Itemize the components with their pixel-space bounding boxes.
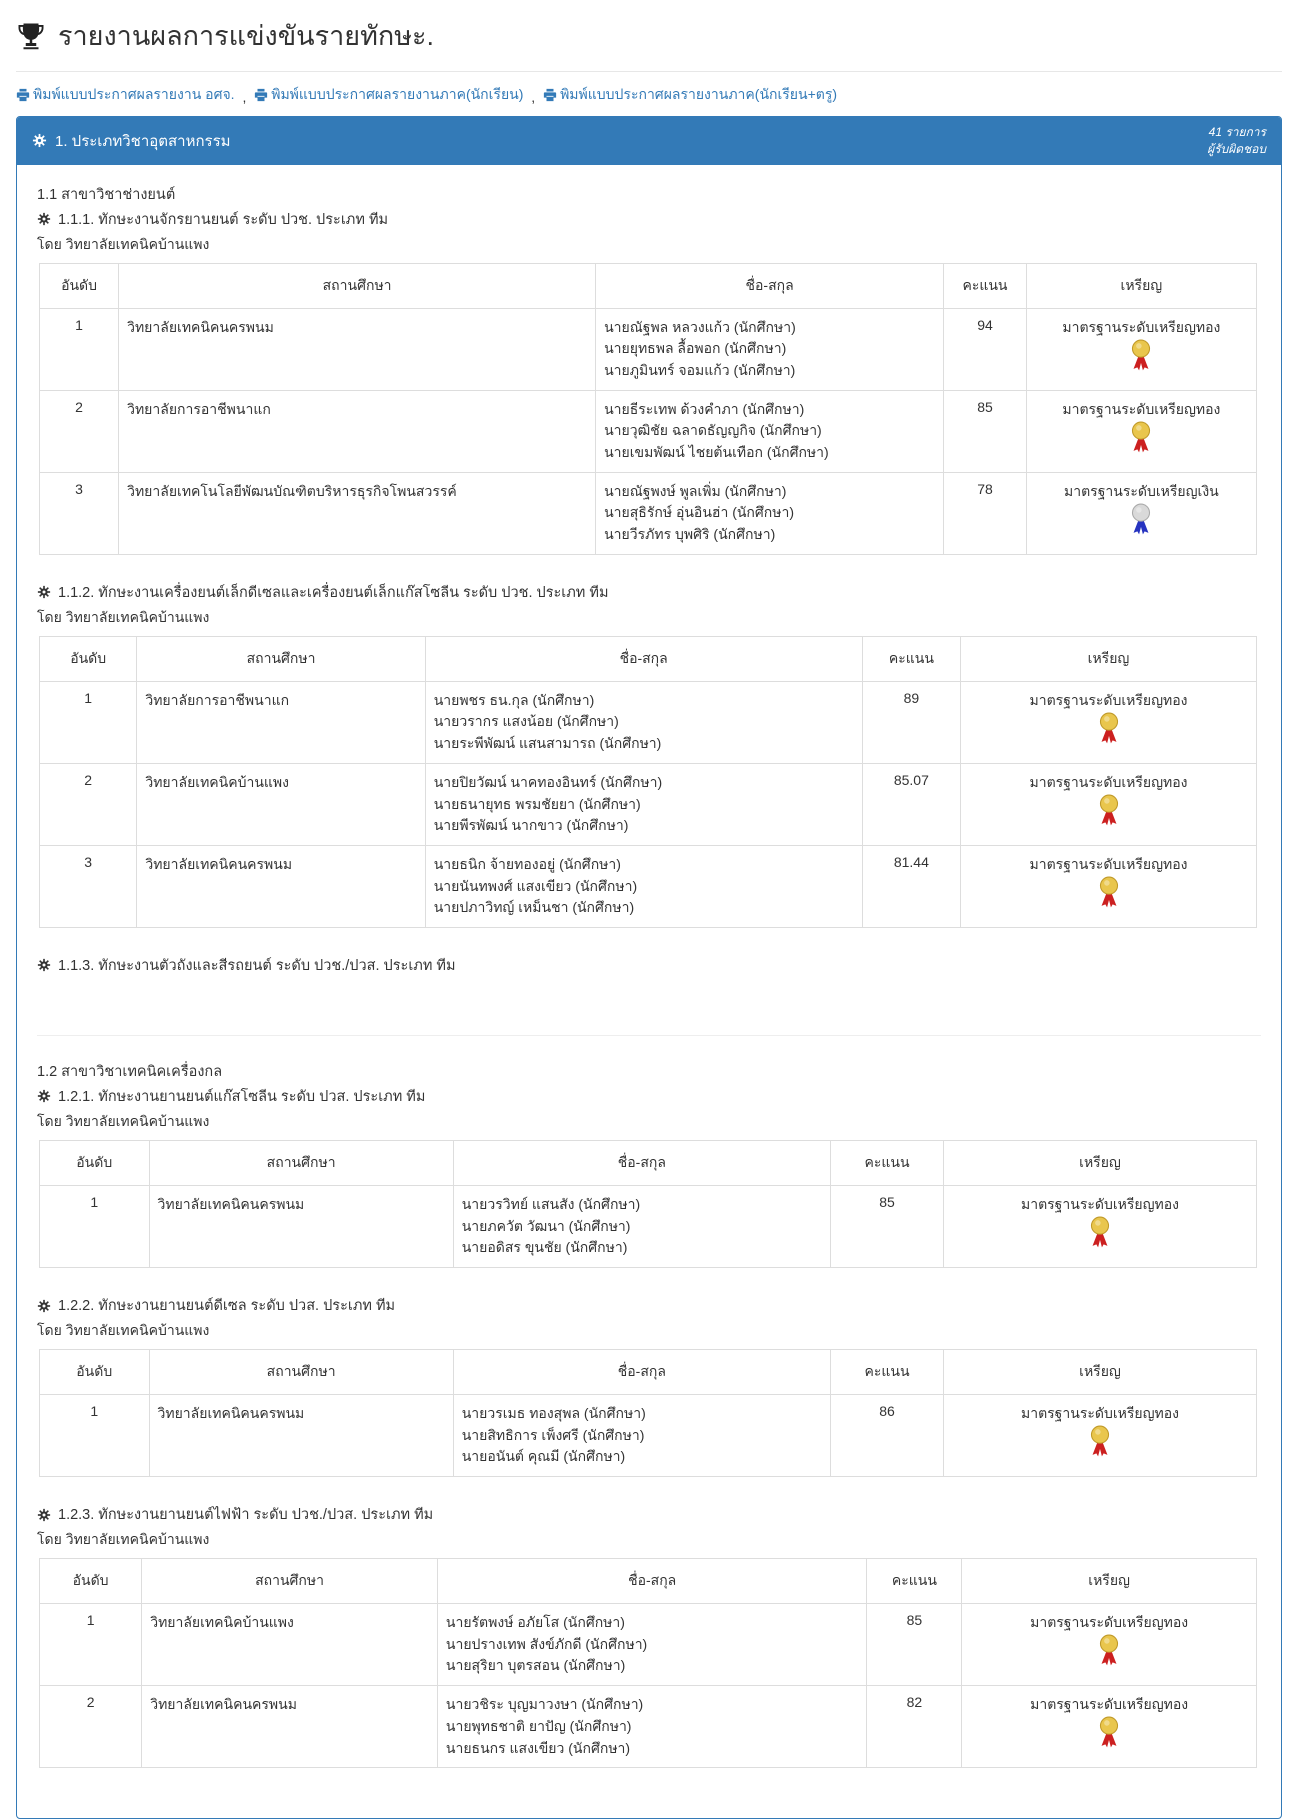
score-cell: 82 [867,1686,962,1768]
score-cell: 85.07 [862,763,961,845]
participant-name: นายนันทพงศ์ แสงเขียว (นักศึกษา) [433,877,638,894]
event-title [37,954,1261,977]
participant-name: นายวรวิทย์ แสนสัง (นักศึกษา) [461,1195,641,1212]
score-header: คะแนน [830,1350,943,1395]
rank-cell: 3 [40,845,137,927]
names-cell [425,681,862,763]
participant-name: นายพุทธชาติ ยาปัญ (นักศึกษา) [445,1717,632,1734]
participant-name: นายอดิสร ขุนชัย (นักศึกษา) [461,1239,628,1256]
table-row [40,1395,1257,1477]
panel-meta [1207,124,1266,158]
header-row [40,1350,1257,1395]
results-table [39,1558,1257,1768]
gold-medal-icon [1096,1634,1122,1666]
event-title-label: 1.1.1. ทักษะงานจักรยานยนต์ ระดับ ปวช. ประเภท ทีม [58,211,389,228]
participant-name: นายณัฐพงษ์ พูลเพิ่ม (นักศึกษา) [604,482,787,499]
table-row [40,390,1257,472]
score-cell: 78 [944,472,1027,554]
school-cell: วิทยาลัยเทคโนโลยีพัฒนบัณฑิตบริหารธุรกิจโพนสวรรค์ [119,472,596,554]
table-row [40,1185,1257,1267]
score-header: คะแนน [830,1140,943,1185]
participant-name: นายวุฒิชัย ฉลาดธัญญกิจ (นักศึกษา) [604,422,822,439]
names-cell [437,1604,867,1686]
groups-container [37,183,1261,1769]
table-row [40,763,1257,845]
event-host: โดย วิทยาลัยเทคนิคบ้านแพง [37,1322,210,1339]
medal-header: เหรียญ [961,636,1257,681]
gear-icon [37,958,51,972]
gear-icon [37,212,51,226]
score-cell: 81.44 [862,845,961,927]
score-cell: 85 [830,1185,943,1267]
event-host: โดย วิทยาลัยเทคนิคบ้านแพง [37,235,210,252]
medal-cell [1026,390,1256,472]
participant-name: นายวรเมธ ทองสุพล (นักศึกษา) [461,1405,646,1422]
participant-name: นายสุริยา บุตรสอน (นักศึกษา) [445,1657,626,1674]
rank-cell: 3 [40,472,119,554]
print-link-label: พิมพ์แบบประกาศผลรายงาน อศจ. [33,86,235,102]
event-title [37,1085,1261,1108]
score-cell: 89 [862,681,961,763]
medal-header: เหรียญ [944,1350,1257,1395]
participant-name: นายปภาวิทญ์ เหม็นชา (นักศึกษา) [433,899,635,916]
print-link-label: พิมพ์แบบประกาศผลรายงานภาค(นักเรียน+ตรู) [560,86,838,102]
print-report-link-3[interactable] [543,84,837,106]
school-cell: วิทยาลัยการอาชีพนาแก [119,390,596,472]
gold-medal-icon [1096,712,1122,744]
medal-cell [961,681,1257,763]
names-cell [596,472,944,554]
gold-medal-icon [1096,876,1122,908]
rank-cell: 2 [40,390,119,472]
header-row [40,636,1257,681]
medal-cell [961,845,1257,927]
rank-header: อันดับ [40,1140,150,1185]
names-cell [437,1686,867,1768]
participant-name: นายณัฐพล หลวงแก้ว (นักศึกษา) [604,318,796,335]
medal-header: เหรียญ [962,1559,1257,1604]
name-header: ชื่อ-สกุล [453,1350,830,1395]
panel-heading-title-wrap [32,129,231,153]
medal-cell [962,1686,1257,1768]
participant-name: นายธนกร แสงเขียว (นักศึกษา) [445,1739,631,1756]
page-header [16,6,1282,72]
group-divider [37,1035,1261,1036]
event-title-label: 1.2.2. ทักษะงานยานยนต์ดีเซล ระดับ ปวส. ประเภท ทีม [58,1298,396,1315]
gear-icon [37,1508,51,1522]
rank-cell: 1 [40,1185,150,1267]
gold-medal-icon [1096,1716,1122,1748]
event-block [37,1503,1261,1768]
participant-name: นายระพีพัฒน์ แสนสามารถ (นักศึกษา) [433,735,662,752]
group-title: 1.2 สาขาวิชาเทคนิคเครื่องกล [37,1063,223,1080]
participant-name: นายพชร ธน.กุล (นักศึกษา) [433,691,595,708]
school-header: สถานศึกษา [137,636,425,681]
gear-icon [37,585,51,599]
gold-medal-icon [1087,1425,1113,1457]
medal-label: มาตรฐานระดับเหรียญทอง [1029,691,1188,708]
score-cell: 85 [867,1604,962,1686]
event-block [37,1294,1261,1477]
link-separator: , [242,89,247,105]
medal-label: มาตรฐานระดับเหรียญทอง [1062,318,1221,335]
printer-icon [16,88,30,102]
rank-cell: 2 [40,1686,142,1768]
header-row [40,1140,1257,1185]
participant-name: นายภควัต วัฒนา (นักศึกษา) [461,1217,631,1234]
school-header: สถานศึกษา [142,1559,438,1604]
event-host: โดย วิทยาลัยเทคนิคบ้านแพง [37,1112,210,1129]
medal-header: เหรียญ [944,1140,1257,1185]
printer-icon [254,88,268,102]
event-title-label: 1.2.1. ทักษะงานยานยนต์แก๊สโซลีน ระดับ ปวส. ประเภท ทีม [58,1088,426,1105]
panel-body [17,165,1281,1819]
gold-medal-icon [1128,421,1154,453]
participant-name: นายธนิก จ้ายทองอยู่ (นักศึกษา) [433,855,621,872]
name-header: ชื่อ-สกุล [437,1559,867,1604]
name-header: ชื่อ-สกุล [453,1140,830,1185]
participant-name: นายยุทธพล ลื้อพอก (นักศึกษา) [604,340,787,357]
responsible-link[interactable]: ผู้รับผิดชอบ [1207,141,1266,156]
event-title [37,581,1261,604]
event-block [37,208,1261,555]
skill-group [37,183,1261,977]
table-row [40,1686,1257,1768]
table-row [40,681,1257,763]
medal-label: มาตรฐานระดับเหรียญทอง [1029,773,1188,790]
medal-cell [962,1604,1257,1686]
event-title-label: 1.1.2. ทักษะงานเครื่องยนต์เล็กดีเซลและเครื่องยนต์เล็กแก๊สโซลีน ระดับ ปวช. ประเภท ทีม [58,584,609,601]
item-count-label: 41 รายการ [1208,125,1266,139]
school-cell: วิทยาลัยเทคนิคบ้านแพง [142,1604,438,1686]
participant-name: นายสิทธิการ เพ็งศรี (นักศึกษา) [461,1426,645,1443]
school-cell: วิทยาลัยเทคนิคนครพนม [149,1185,453,1267]
score-header: คะแนน [867,1559,962,1604]
medal-cell [1026,472,1256,554]
school-cell: วิทยาลัยเทคนิคบ้านแพง [137,763,425,845]
participant-name: นายปิยวัฒน์ นาคทองอินทร์ (นักศึกษา) [433,773,663,790]
rank-cell: 2 [40,763,137,845]
names-cell [425,845,862,927]
gear-icon [37,1089,51,1103]
participant-name: นายวีรภัทร บุพศิริ (นักศึกษา) [604,526,776,543]
trophy-icon [16,21,46,51]
silver-medal-icon [1128,503,1154,535]
header-row [40,1559,1257,1604]
rank-cell: 1 [40,1604,142,1686]
header-row [40,263,1257,308]
names-cell [596,390,944,472]
medal-label: มาตรฐานระดับเหรียญทอง [1029,855,1188,872]
rank-header: อันดับ [40,1559,142,1604]
score-cell: 85 [944,390,1027,472]
event-title-label: 1.1.3. ทักษะงานตัวถังและสีรถยนต์ ระดับ ปวช./ปวส. ประเภท ทีม [58,957,456,974]
rank-cell: 1 [40,1395,150,1477]
participant-name: นายปรางเทพ สังข์ภักดี (นักศึกษา) [445,1635,648,1652]
event-host: โดย วิทยาลัยเทคนิคบ้านแพง [37,608,210,625]
school-cell: วิทยาลัยเทคนิคนครพนม [149,1395,453,1477]
school-header: สถานศึกษา [119,263,596,308]
medal-label: มาตรฐานระดับเหรียญทอง [1030,1614,1189,1631]
medal-label: มาตรฐานระดับเหรียญเงิน [1064,482,1219,499]
participant-name: นายวรากร แสงน้อย (นักศึกษา) [433,713,619,730]
names-cell [596,308,944,390]
names-cell [453,1395,830,1477]
participant-name: นายธนายุทธ พรมชัยยา (นักศึกษา) [433,795,641,812]
medal-cell [1026,308,1256,390]
event-block [37,581,1261,928]
school-cell: วิทยาลัยเทคนิคนครพนม [142,1686,438,1768]
group-title: 1.1 สาขาวิชาช่างยนต์ [37,186,176,203]
participant-name: นายรัตพงษ์ อภัยโส (นักศึกษา) [445,1614,625,1631]
participant-name: นายภูมินทร์ จอมแก้ว (นักศึกษา) [604,361,796,378]
event-title [37,208,1261,231]
print-link-label: พิมพ์แบบประกาศผลรายงานภาค(นักเรียน) [271,86,524,102]
results-table [39,1349,1257,1477]
table-row [40,308,1257,390]
panel-title: 1. ประเภทวิชาอุตสาหกรรม [55,132,231,150]
participant-name: นายวชิระ บุญมาวงษา (นักศึกษา) [445,1696,644,1713]
medal-label: มาตรฐานระดับเหรียญทอง [1020,1405,1179,1422]
gold-medal-icon [1128,339,1154,371]
gear-icon [32,133,47,148]
print-links [16,84,1282,106]
names-cell [425,763,862,845]
school-header: สถานศึกษา [149,1350,453,1395]
rank-header: อันดับ [40,263,119,308]
page-title: รายงานผลการแข่งขันรายทักษะ. [58,21,435,51]
rank-header: อันดับ [40,1350,150,1395]
names-cell [453,1185,830,1267]
participant-name: นายเขมพัฒน์ ไชยต้นเทือก (นักศึกษา) [604,444,829,461]
event-title-label: 1.2.3. ทักษะงานยานยนต์ไฟฟ้า ระดับ ปวช./ปวส. ประเภท ทีม [58,1507,434,1524]
link-separator: , [531,89,536,105]
medal-cell [944,1395,1257,1477]
school-header: สถานศึกษา [149,1140,453,1185]
participant-name: นายอนันต์ คุณมี (นักศึกษา) [461,1448,626,1465]
category-panel [16,116,1282,1819]
medal-label: มาตรฐานระดับเหรียญทอง [1062,400,1221,417]
medal-header: เหรียญ [1026,263,1256,308]
score-cell: 94 [944,308,1027,390]
medal-cell [961,763,1257,845]
print-report-link-2[interactable] [254,84,523,106]
printer-icon [543,88,557,102]
name-header: ชื่อ-สกุล [425,636,862,681]
gear-icon [37,1299,51,1313]
results-table [39,1140,1257,1268]
table-row [40,472,1257,554]
event-block [37,954,1261,977]
gold-medal-icon [1087,1216,1113,1248]
participant-name: นายพีรพัฒน์ นากขาว (นักศึกษา) [433,817,629,834]
medal-cell [944,1185,1257,1267]
gold-medal-icon [1096,794,1122,826]
results-table [39,636,1257,928]
participant-name: นายธีระเทพ ด้วงคำภา (นักศึกษา) [604,400,805,417]
panel-heading [17,117,1281,165]
event-host: โดย วิทยาลัยเทคนิคบ้านแพง [37,1531,210,1548]
event-title [37,1294,1261,1317]
table-row [40,845,1257,927]
school-cell: วิทยาลัยการอาชีพนาแก [137,681,425,763]
results-table [39,263,1257,555]
rank-cell: 1 [40,681,137,763]
medal-label: มาตรฐานระดับเหรียญทอง [1020,1195,1179,1212]
skill-group [37,1060,1261,1768]
event-title [37,1503,1261,1526]
school-cell: วิทยาลัยเทคนิคนครพนม [137,845,425,927]
rank-cell: 1 [40,308,119,390]
rank-header: อันดับ [40,636,137,681]
print-report-link-1[interactable] [16,84,235,106]
score-cell: 86 [830,1395,943,1477]
participant-name: นายสุธิรักษ์ อุ่นอินฮ่า (นักศึกษา) [604,504,795,521]
score-header: คะแนน [944,263,1027,308]
table-row [40,1604,1257,1686]
name-header: ชื่อ-สกุล [596,263,944,308]
medal-label: มาตรฐานระดับเหรียญทอง [1030,1696,1189,1713]
event-block [37,1085,1261,1268]
score-header: คะแนน [862,636,961,681]
school-cell: วิทยาลัยเทคนิคนครพนม [119,308,596,390]
